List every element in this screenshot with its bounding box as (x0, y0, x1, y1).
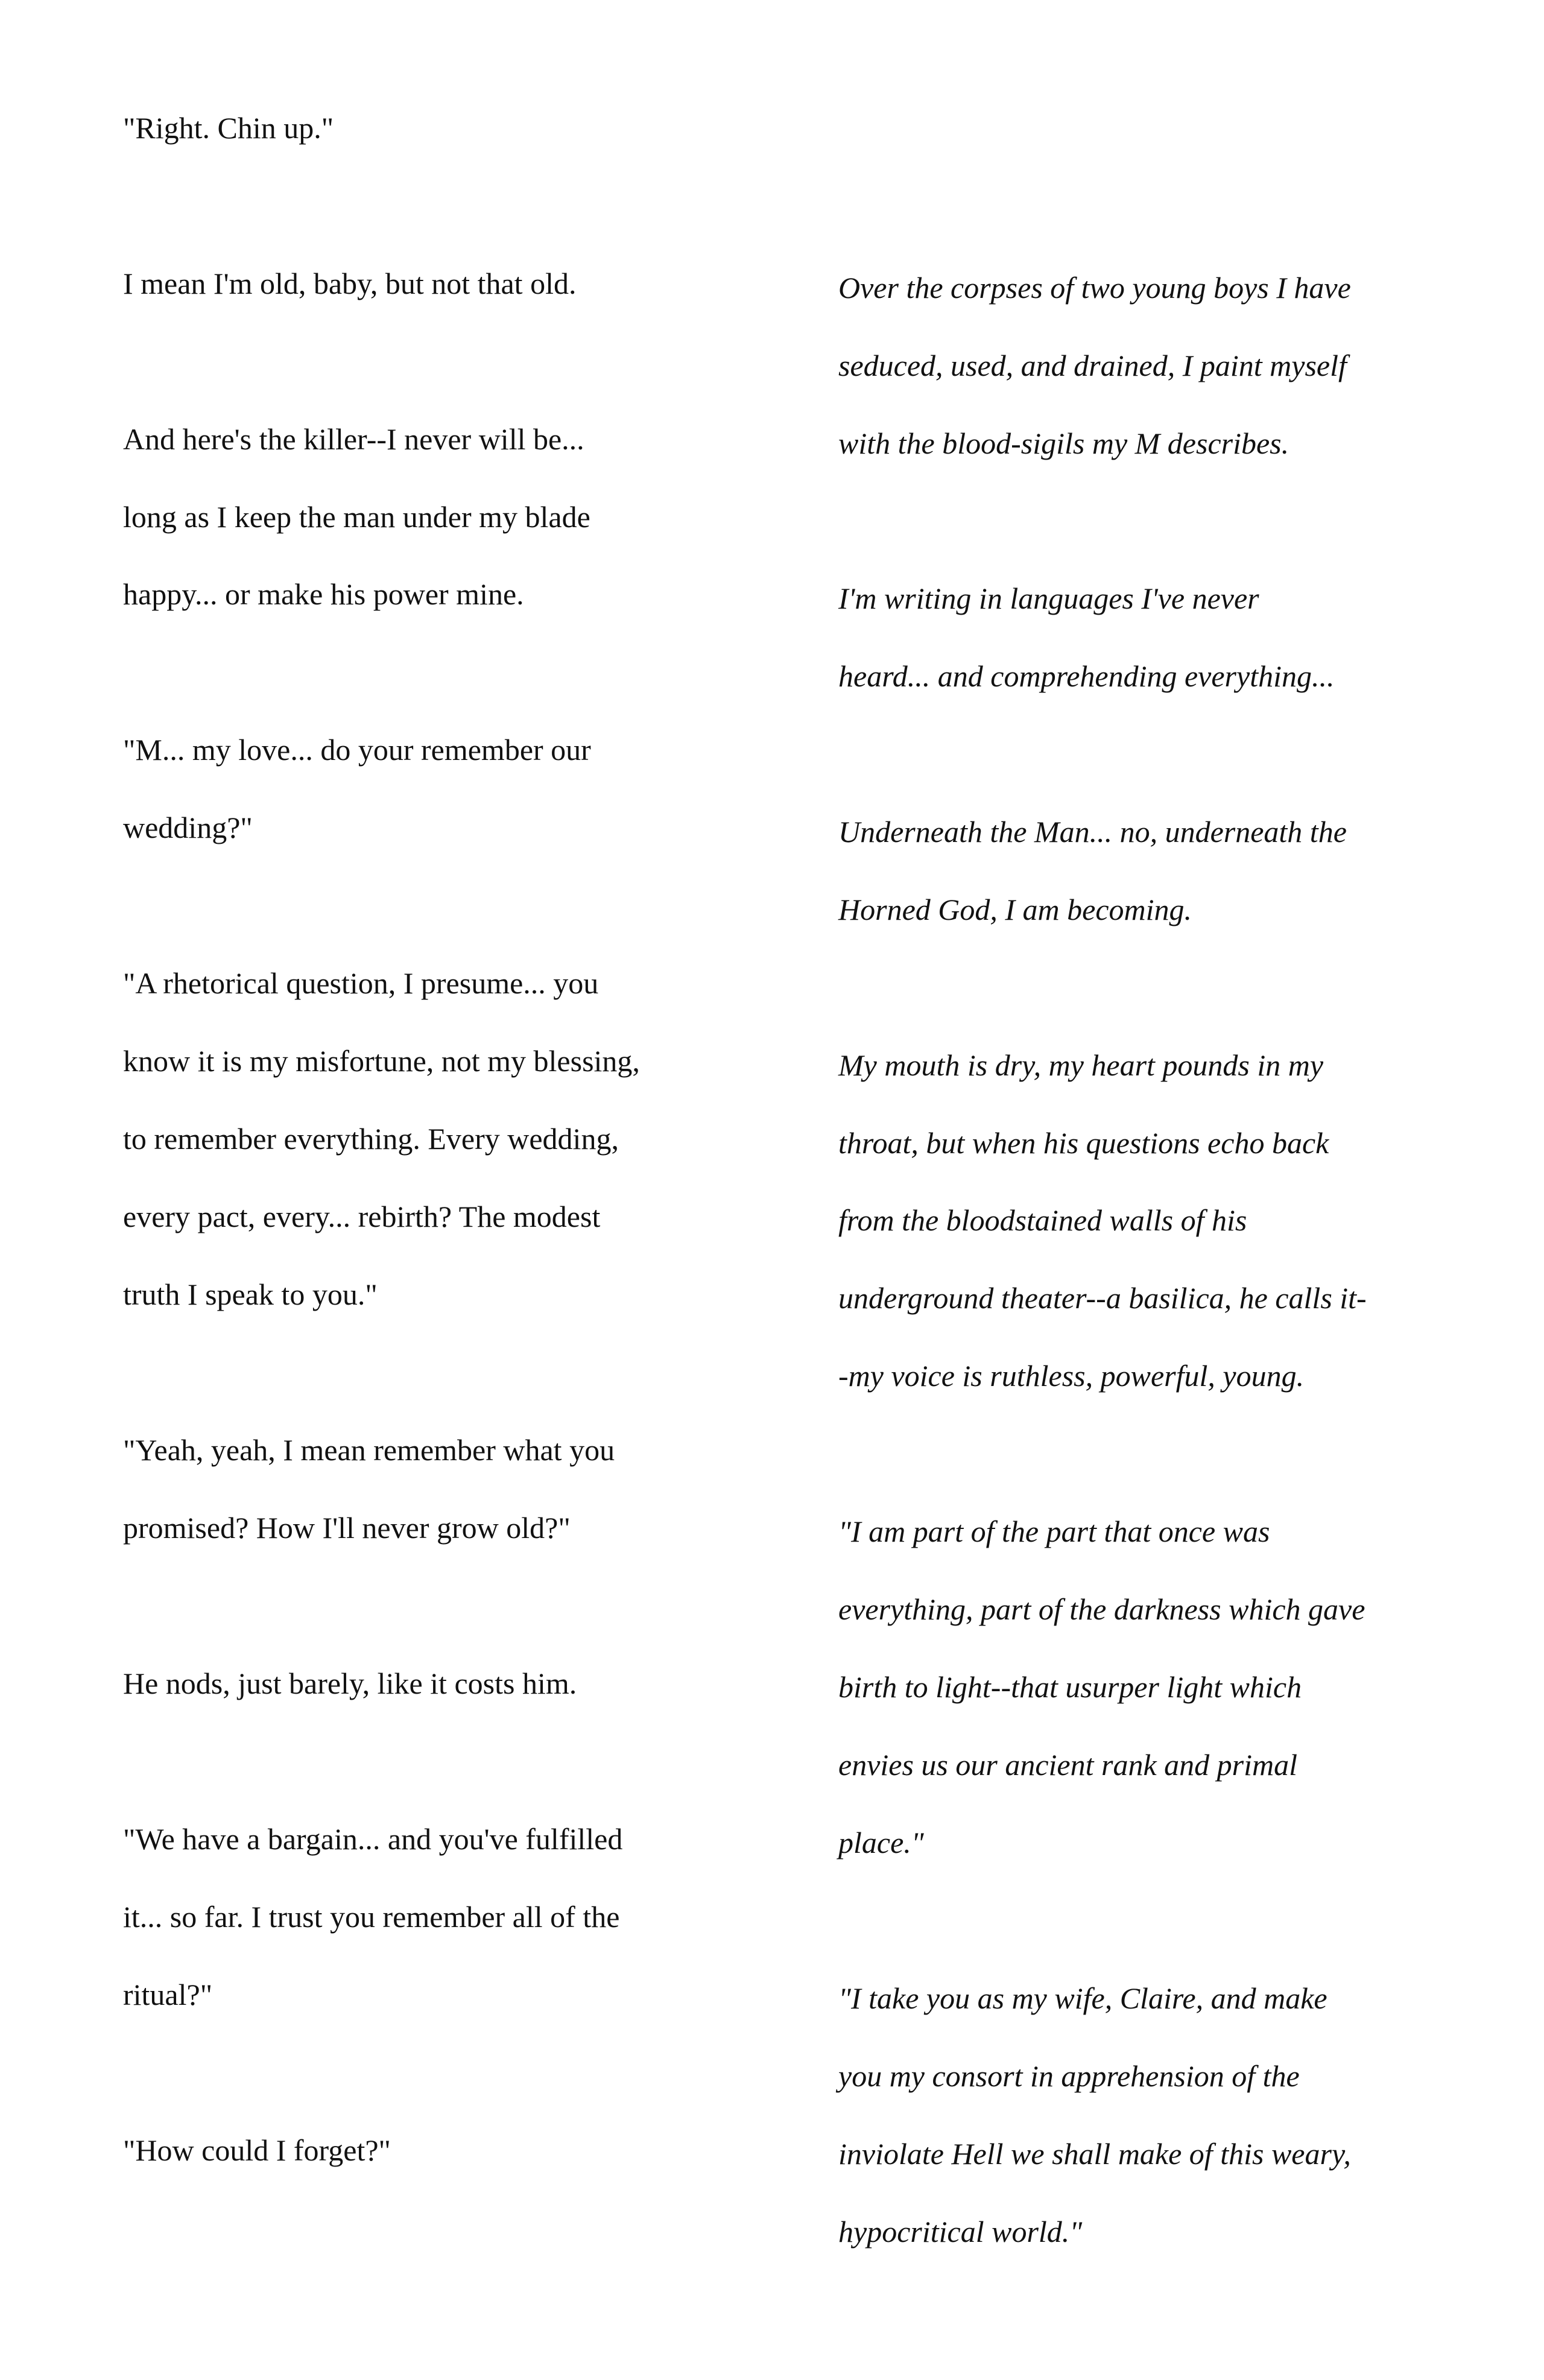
left-line: to remember everything. Every wedding, (123, 1122, 619, 1156)
right-line: from the bloodstained walls of his (838, 1203, 1247, 1237)
left-line: ritual?" (123, 1978, 213, 2011)
right-line: Horned God, I am becoming. (838, 893, 1192, 926)
left-line: long as I keep the man under my blade (123, 500, 590, 534)
left-line: happy... or make his power mine. (123, 577, 524, 611)
left-line: And here's the killer--I never will be... (123, 422, 584, 456)
right-line: Underneath the Man... no, underneath the (838, 815, 1347, 849)
right-line: envies us our ancient rank and primal (838, 1748, 1298, 1782)
left-line: "We have a bargain... and you've fulfilled (123, 1822, 623, 1856)
left-line: "Yeah, yeah, I mean remember what you (123, 1433, 615, 1467)
right-line: place." (838, 1826, 924, 1859)
left-line: wedding?" (123, 811, 253, 844)
left-line: know it is my misfortune, not my blessing, (123, 1044, 640, 1078)
left-line: every pact, every... rebirth? The modest (123, 1200, 601, 1233)
left-line: "Right. Chin up." (123, 111, 334, 145)
left-line: I mean I'm old, baby, but not that old. (123, 267, 577, 300)
right-line: hypocritical world." (838, 2215, 1083, 2249)
right-line: Over the corpses of two young boys I have (838, 271, 1351, 305)
right-line: I'm writing in languages I've never (838, 581, 1259, 615)
right-line: seduced, used, and drained, I paint myself (838, 349, 1347, 382)
right-line: underground theater--a basilica, he calls it- (838, 1281, 1367, 1315)
right-line: with the blood-sigils my M describes. (838, 426, 1289, 460)
right-line: throat, but when his questions echo back (838, 1126, 1329, 1160)
right-line: heard... and comprehending everything... (838, 659, 1335, 693)
left-line: "M... my love... do your remember our (123, 733, 591, 767)
right-line: "I am part of the part that once was (838, 1514, 1270, 1548)
left-line: He nods, just barely, like it costs him. (123, 1666, 577, 1700)
right-line: "I take you as my wife, Claire, and make (838, 1981, 1327, 2015)
left-line: "A rhetorical question, I presume... you (123, 966, 599, 1000)
right-line: you my consort in apprehension of the (838, 2059, 1300, 2093)
right-line: everything, part of the darkness which gave (838, 1592, 1365, 1626)
left-line: promised? How I'll never grow old?" (123, 1511, 571, 1545)
left-line: "How could I forget?" (123, 2133, 391, 2167)
left-line: it... so far. I trust you remember all of the (123, 1900, 620, 1934)
right-line: inviolate Hell we shall make of this weary, (838, 2137, 1351, 2171)
right-line: My mouth is dry, my heart pounds in my (838, 1048, 1324, 1082)
right-line: -my voice is ruthless, powerful, young. (838, 1359, 1305, 1393)
right-line: birth to light--that usurper light which (838, 1670, 1302, 1704)
left-line: truth I speak to you." (123, 1277, 378, 1311)
